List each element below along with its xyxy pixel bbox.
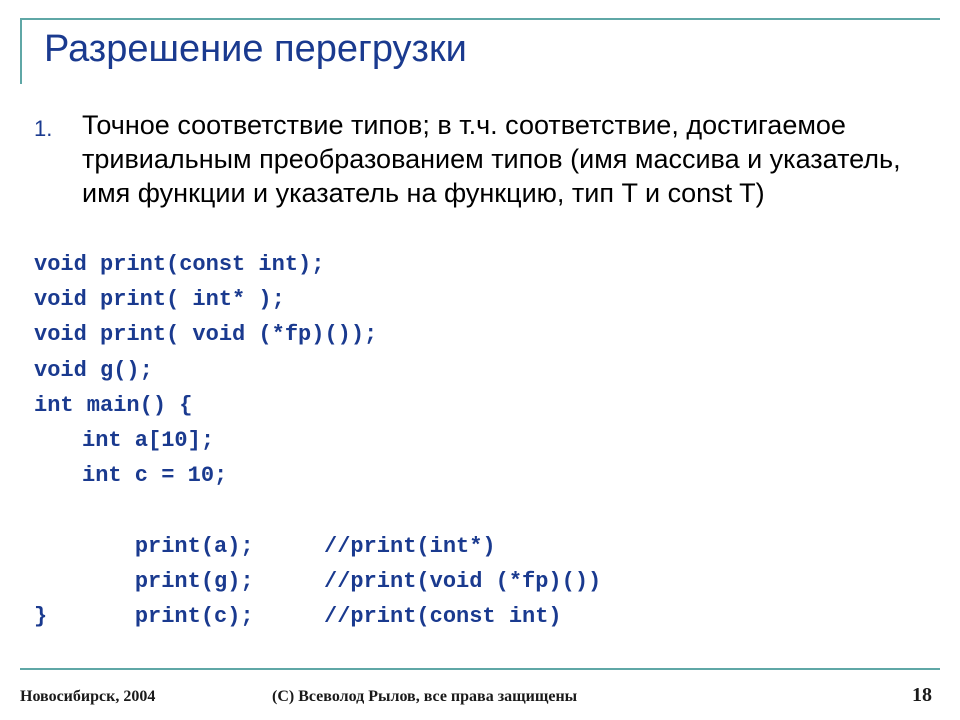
code-line: int main() { (34, 392, 193, 418)
code-block (34, 247, 602, 634)
code-line (34, 493, 496, 559)
code-line: void print(const int); (34, 252, 325, 277)
code-line: int c = 10; (82, 463, 228, 489)
bottom-rule (20, 668, 940, 670)
code-line: void g(); (34, 357, 153, 383)
footer-location: Новосибирск, 2004 (20, 688, 156, 705)
code-statement: print(g); (134, 568, 254, 594)
code-comment: //print(const int) (324, 603, 562, 629)
code-line: } (34, 603, 48, 629)
footer-copyright: (C) Всеволод Рылов, все права защищены (272, 688, 578, 705)
code-statement: print(a); (134, 533, 254, 559)
code-comment: //print(int*) (324, 533, 496, 559)
slide-title: Разрешение перегрузки (44, 28, 467, 70)
code-line: void print( void (*fp)()); (34, 322, 378, 348)
list-number: 1. (34, 116, 53, 141)
page-number: 18 (912, 684, 932, 706)
list-item (34, 108, 924, 210)
left-rule (20, 18, 22, 84)
code-line: int a[10]; (82, 427, 215, 453)
list-text: Точное соответствие типов; в т.ч. соответствие, достигаемое тривиальным преобразованием типов (имя массива и указатель, имя функции и указатель на функцию, тип T и const T) (82, 110, 901, 208)
code-line: void print( int* ); (34, 287, 285, 313)
code-comment: //print(void (*fp)()) (324, 568, 602, 594)
code-statement: print(c); (134, 603, 254, 629)
top-rule (20, 18, 940, 20)
